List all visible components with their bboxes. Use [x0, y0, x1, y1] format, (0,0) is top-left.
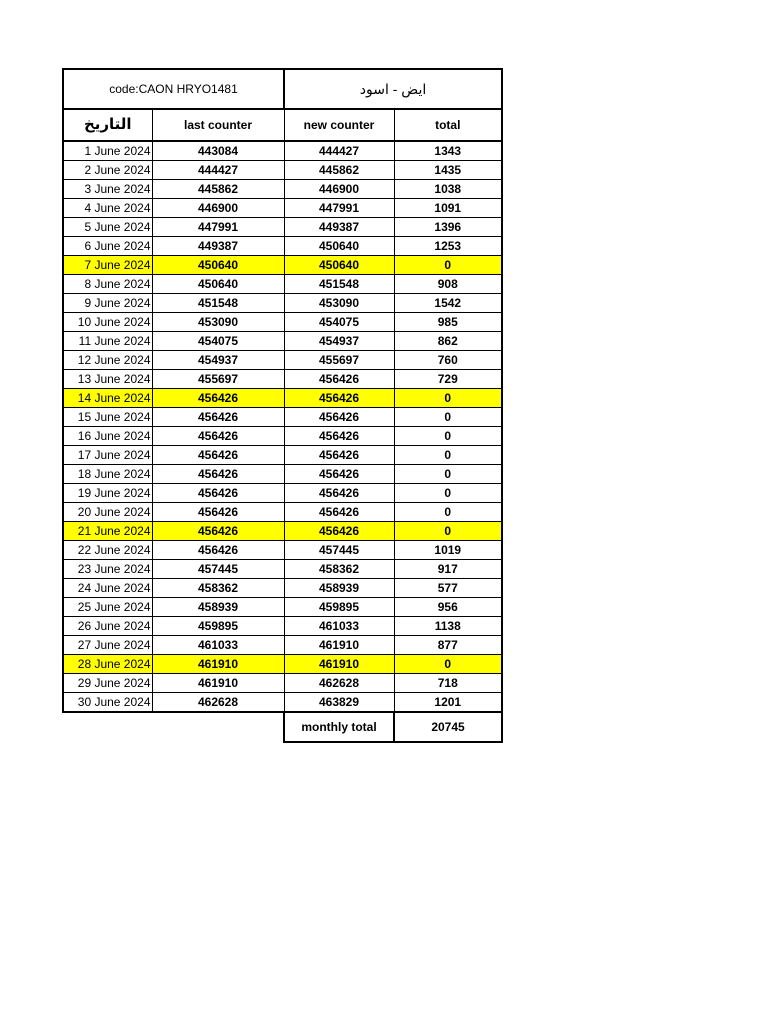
date-cell: 26 June 2024	[63, 617, 152, 636]
total-cell: 1396	[394, 218, 502, 237]
total-cell: 0	[394, 503, 502, 522]
total-cell: 0	[394, 389, 502, 408]
table-row	[63, 370, 502, 389]
new-counter-cell: 455697	[284, 351, 394, 370]
last-counter-cell: 461910	[152, 674, 284, 693]
date-cell: 12 June 2024	[63, 351, 152, 370]
new-counter-cell: 462628	[284, 674, 394, 693]
date-cell: 29 June 2024	[63, 674, 152, 693]
date-cell: 16 June 2024	[63, 427, 152, 446]
total-cell: 0	[394, 484, 502, 503]
last-counter-cell: 457445	[152, 560, 284, 579]
last-counter-cell: 461910	[152, 655, 284, 674]
last-counter-cell: 450640	[152, 275, 284, 294]
last-counter-cell: 456426	[152, 541, 284, 560]
new-counter-cell: 461910	[284, 655, 394, 674]
table-row	[63, 427, 502, 446]
total-cell: 0	[394, 427, 502, 446]
date-cell: 6 June 2024	[63, 237, 152, 256]
date-cell: 2 June 2024	[63, 161, 152, 180]
new-counter-cell: 458362	[284, 560, 394, 579]
total-cell: 1091	[394, 199, 502, 218]
date-cell: 23 June 2024	[63, 560, 152, 579]
new-counter-cell: 461910	[284, 636, 394, 655]
total-cell: 0	[394, 446, 502, 465]
total-cell: 0	[394, 655, 502, 674]
table-row	[63, 237, 502, 256]
date-cell: 7 June 2024	[63, 256, 152, 275]
footer-spacer	[63, 712, 152, 742]
table-row	[63, 560, 502, 579]
table-row	[63, 503, 502, 522]
monthly-total-value: 20745	[394, 712, 502, 742]
total-cell: 908	[394, 275, 502, 294]
total-cell: 1138	[394, 617, 502, 636]
total-cell: 729	[394, 370, 502, 389]
total-cell: 1542	[394, 294, 502, 313]
last-counter-cell: 445862	[152, 180, 284, 199]
new-counter-cell: 447991	[284, 199, 394, 218]
total-cell: 985	[394, 313, 502, 332]
new-counter-cell: 461033	[284, 617, 394, 636]
total-cell: 0	[394, 522, 502, 541]
total-cell: 862	[394, 332, 502, 351]
new-counter-cell: 450640	[284, 256, 394, 275]
date-cell: 10 June 2024	[63, 313, 152, 332]
last-counter-cell: 455697	[152, 370, 284, 389]
last-counter-cell: 454075	[152, 332, 284, 351]
new-counter-cell: 456426	[284, 503, 394, 522]
last-counter-cell: 443084	[152, 141, 284, 161]
date-cell: 20 June 2024	[63, 503, 152, 522]
new-counter-cell: 450640	[284, 237, 394, 256]
last-counter-cell: 458939	[152, 598, 284, 617]
date-cell: 25 June 2024	[63, 598, 152, 617]
table-row	[63, 161, 502, 180]
date-cell: 27 June 2024	[63, 636, 152, 655]
new-counter-cell: 458939	[284, 579, 394, 598]
total-cell: 577	[394, 579, 502, 598]
date-cell: 3 June 2024	[63, 180, 152, 199]
date-cell: 30 June 2024	[63, 693, 152, 713]
last-counter-cell: 458362	[152, 579, 284, 598]
new-counter-cell: 456426	[284, 522, 394, 541]
last-counter-cell: 449387	[152, 237, 284, 256]
table-row	[63, 446, 502, 465]
date-cell: 19 June 2024	[63, 484, 152, 503]
last-counter-cell: 456426	[152, 484, 284, 503]
last-counter-cell: 450640	[152, 256, 284, 275]
date-cell: 18 June 2024	[63, 465, 152, 484]
table-row	[63, 693, 502, 713]
last-counter-cell: 444427	[152, 161, 284, 180]
device-code: code:CAON HRYO1481	[63, 69, 284, 109]
new-counter-cell: 453090	[284, 294, 394, 313]
new-counter-cell: 456426	[284, 389, 394, 408]
table-row	[63, 275, 502, 294]
new-counter-cell: 456426	[284, 408, 394, 427]
monthly-total-row	[63, 712, 502, 742]
color-label: ايض - اسود	[284, 69, 502, 109]
table-row	[63, 351, 502, 370]
new-counter-cell: 456426	[284, 427, 394, 446]
column-header-last-counter: last counter	[152, 109, 284, 141]
last-counter-cell: 456426	[152, 427, 284, 446]
date-cell: 4 June 2024	[63, 199, 152, 218]
total-cell: 1435	[394, 161, 502, 180]
last-counter-cell: 453090	[152, 313, 284, 332]
table-row	[63, 484, 502, 503]
total-cell: 760	[394, 351, 502, 370]
new-counter-cell: 449387	[284, 218, 394, 237]
date-cell: 9 June 2024	[63, 294, 152, 313]
last-counter-cell: 456426	[152, 446, 284, 465]
total-cell: 1019	[394, 541, 502, 560]
new-counter-cell: 454075	[284, 313, 394, 332]
new-counter-cell: 446900	[284, 180, 394, 199]
last-counter-cell: 447991	[152, 218, 284, 237]
new-counter-cell: 456426	[284, 484, 394, 503]
table-row	[63, 541, 502, 560]
last-counter-cell: 446900	[152, 199, 284, 218]
last-counter-cell: 459895	[152, 617, 284, 636]
date-cell: 13 June 2024	[63, 370, 152, 389]
new-counter-cell: 445862	[284, 161, 394, 180]
total-cell: 956	[394, 598, 502, 617]
date-cell: 14 June 2024	[63, 389, 152, 408]
table-row	[63, 598, 502, 617]
last-counter-cell: 456426	[152, 503, 284, 522]
table-row	[63, 636, 502, 655]
last-counter-cell: 462628	[152, 693, 284, 713]
table-row	[63, 617, 502, 636]
table-row	[63, 180, 502, 199]
total-cell: 1343	[394, 141, 502, 161]
date-cell: 17 June 2024	[63, 446, 152, 465]
footer-spacer	[152, 712, 284, 742]
table-row	[63, 579, 502, 598]
date-cell: 28 June 2024	[63, 655, 152, 674]
last-counter-cell: 451548	[152, 294, 284, 313]
total-cell: 877	[394, 636, 502, 655]
counter-table	[62, 68, 503, 743]
new-counter-cell: 451548	[284, 275, 394, 294]
date-cell: 5 June 2024	[63, 218, 152, 237]
new-counter-cell: 456426	[284, 370, 394, 389]
table-row	[63, 522, 502, 541]
date-cell: 22 June 2024	[63, 541, 152, 560]
total-cell: 917	[394, 560, 502, 579]
table-row	[63, 199, 502, 218]
table-row	[63, 674, 502, 693]
title-row	[63, 69, 502, 109]
table-row	[63, 332, 502, 351]
table-row	[63, 389, 502, 408]
monthly-total-label: monthly total	[284, 712, 394, 742]
new-counter-cell: 459895	[284, 598, 394, 617]
total-cell: 0	[394, 465, 502, 484]
table-row	[63, 141, 502, 161]
date-cell: 15 June 2024	[63, 408, 152, 427]
table-row	[63, 218, 502, 237]
date-cell: 11 June 2024	[63, 332, 152, 351]
last-counter-cell: 454937	[152, 351, 284, 370]
date-cell: 1 June 2024	[63, 141, 152, 161]
table-row	[63, 256, 502, 275]
last-counter-cell: 456426	[152, 408, 284, 427]
new-counter-cell: 444427	[284, 141, 394, 161]
new-counter-cell: 463829	[284, 693, 394, 713]
table-row	[63, 294, 502, 313]
last-counter-cell: 456426	[152, 465, 284, 484]
new-counter-cell: 457445	[284, 541, 394, 560]
total-cell: 718	[394, 674, 502, 693]
new-counter-cell: 454937	[284, 332, 394, 351]
new-counter-cell: 456426	[284, 465, 394, 484]
total-cell: 1038	[394, 180, 502, 199]
table-row	[63, 465, 502, 484]
total-cell: 1253	[394, 237, 502, 256]
table-row	[63, 313, 502, 332]
column-header-total: total	[394, 109, 502, 141]
last-counter-cell: 461033	[152, 636, 284, 655]
column-header-row	[63, 109, 502, 141]
table-row	[63, 655, 502, 674]
date-cell: 8 June 2024	[63, 275, 152, 294]
total-cell: 0	[394, 256, 502, 275]
last-counter-cell: 456426	[152, 522, 284, 541]
last-counter-cell: 456426	[152, 389, 284, 408]
date-cell: 24 June 2024	[63, 579, 152, 598]
new-counter-cell: 456426	[284, 446, 394, 465]
total-cell: 1201	[394, 693, 502, 713]
table-row	[63, 408, 502, 427]
total-cell: 0	[394, 408, 502, 427]
column-header-date: التاريخ	[63, 109, 152, 141]
date-cell: 21 June 2024	[63, 522, 152, 541]
column-header-new-counter: new counter	[284, 109, 394, 141]
